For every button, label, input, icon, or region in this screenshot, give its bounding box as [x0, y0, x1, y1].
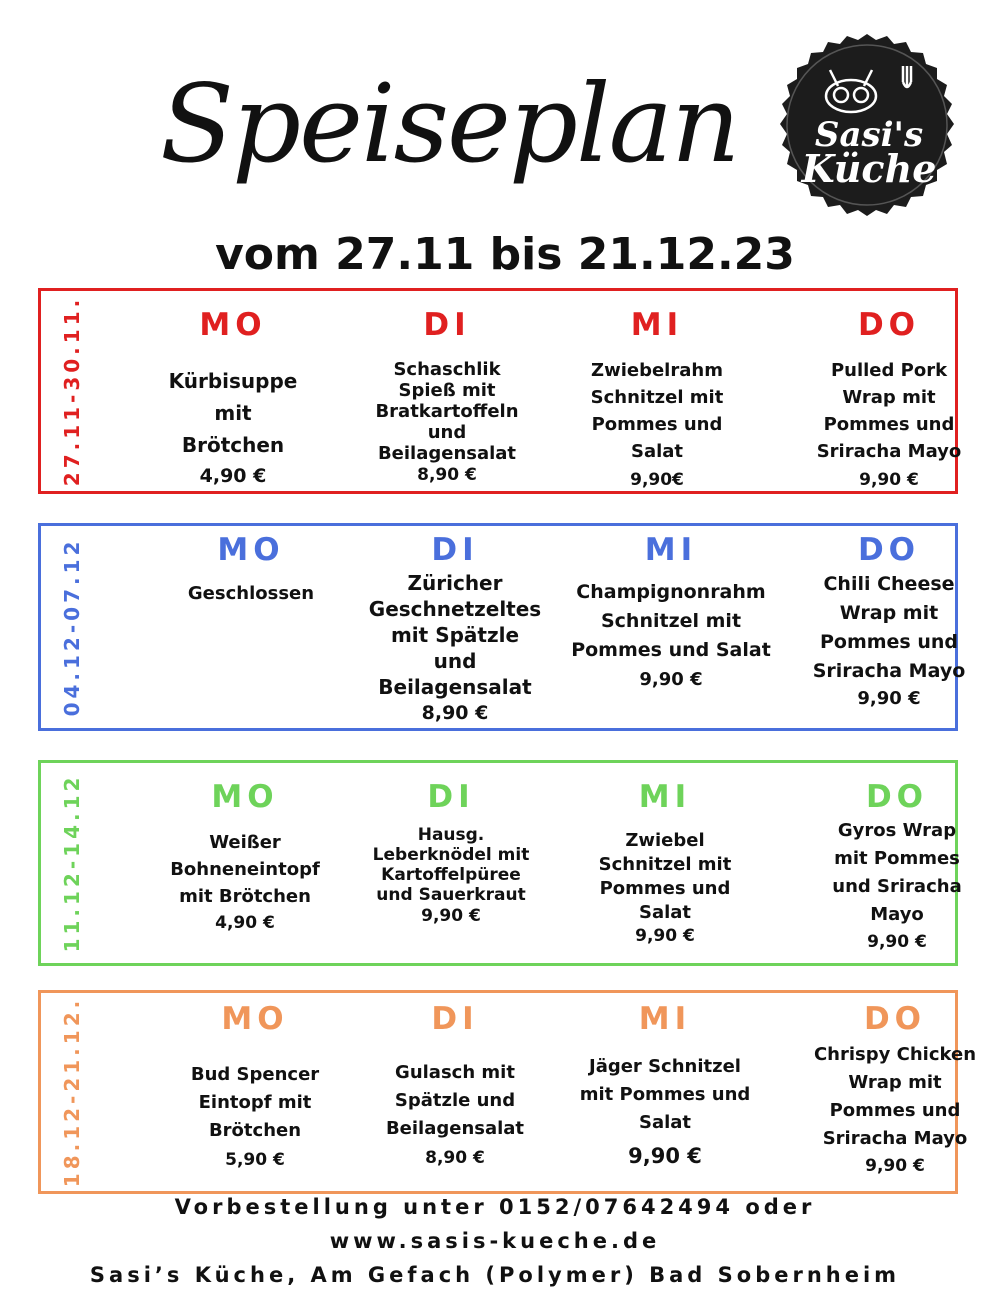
day-thursday	[779, 305, 999, 493]
day-tuesday	[341, 777, 561, 927]
day-name: DI	[427, 779, 475, 815]
week-block-4	[38, 990, 977, 1194]
day-tuesday	[345, 530, 565, 726]
dish-name: Gulasch mit Spätzle und Beilagensalat	[385, 1062, 525, 1139]
dish-price: 9,90€	[630, 470, 684, 490]
day-thursday	[779, 530, 999, 712]
dish-price: 4,90 €	[215, 913, 275, 933]
day-name: MO	[211, 779, 279, 815]
day-monday	[145, 999, 365, 1173]
day-name: MI	[638, 1001, 692, 1037]
dish-name: Champignonrahm Schnitzel mit Pommes und Salat	[571, 581, 771, 661]
day-wednesday	[555, 999, 775, 1171]
dish-price: 8,90 €	[417, 465, 477, 485]
day-name: MI	[630, 307, 684, 343]
day-name: DO	[857, 532, 921, 568]
day-name: MO	[199, 307, 267, 343]
day-name: DO	[865, 779, 929, 815]
dish-name: Jäger Schnitzel mit Pommes und Salat	[579, 1056, 751, 1133]
day-monday	[135, 777, 355, 936]
day-thursday	[785, 999, 1000, 1179]
day-name: DI	[431, 532, 479, 568]
day-thursday	[787, 777, 1000, 955]
day-monday	[141, 530, 361, 607]
dish-name: Schaschlik Spieß mit Bratkartoffeln und Beilagensalat	[375, 359, 519, 464]
dish-name: Zwiebelrahm Schnitzel mit Pommes und Salat	[590, 360, 724, 462]
week-date-range: 18.12-21.12.	[60, 996, 84, 1188]
dish-name: Kürbisuppe mit Brötchen	[168, 369, 298, 457]
day-name: DI	[423, 307, 471, 343]
dish-name: Chrispy Chicken Wrap mit Pommes und Sriracha Mayo	[813, 1044, 977, 1149]
dish-price: 9,90 €	[867, 932, 927, 952]
dish-price: 9,90 €	[857, 688, 921, 709]
week-block-1	[38, 288, 962, 494]
dish-price: 9,90 €	[865, 1156, 925, 1176]
logo-line1: Sasi's	[814, 115, 924, 155]
day-name: DO	[863, 1001, 927, 1037]
dish-name: Züricher Geschnetzeltes mit Spätzle und Beilagensalat	[368, 571, 542, 699]
day-name: DI	[431, 1001, 479, 1037]
footer-address: Sasi’s Küche, Am Gefach (Polymer) Bad Sobernheim	[89, 1263, 901, 1287]
week-date-range: 27.11-30.11.	[60, 295, 84, 487]
dish-price: 8,90 €	[421, 702, 489, 724]
day-wednesday	[555, 777, 775, 947]
dish-name: Gyros Wrap mit Pommes und Sriracha Mayo	[832, 820, 962, 925]
dish-name: Zwiebel Schnitzel mit Pommes und Salat	[598, 830, 732, 923]
dish-name: Hausg. Leberknödel mit Kartoffelpüree und Sauerkraut	[372, 825, 530, 905]
day-monday	[123, 305, 343, 489]
owl-fork-logo-icon	[772, 30, 962, 220]
page-title: Speiseplan	[160, 62, 739, 187]
footer-line-1: Vorbestellung unter 0152/07642494 oder	[174, 1195, 816, 1219]
dish-price: 9,90 €	[421, 906, 481, 926]
day-name: MO	[221, 1001, 289, 1037]
day-tuesday	[337, 305, 557, 486]
dish-name: Pulled Pork Wrap mit Pommes und Sriracha Mayo	[816, 360, 962, 462]
dish-price: 8,90 €	[425, 1148, 485, 1168]
day-name: DO	[857, 307, 921, 343]
dish-name: Bud Spencer Eintopf mit Brötchen	[190, 1064, 320, 1141]
day-wednesday	[547, 305, 767, 493]
week-block-3	[38, 760, 962, 966]
dish-price: 9,90 €	[628, 1144, 702, 1168]
day-name: MO	[217, 532, 285, 568]
dish-price: 9,90 €	[639, 669, 703, 690]
dish-name: Chili Cheese Wrap mit Pommes und Sriracha Mayo	[812, 573, 966, 682]
week-block-2	[38, 523, 966, 731]
dish-price: 9,90 €	[635, 926, 695, 946]
footer-website: www.sasis-kueche.de	[329, 1229, 661, 1253]
week-date-range: 04.12-07.12	[60, 537, 84, 717]
day-tuesday	[345, 999, 565, 1171]
page-subtitle: vom 27.11 bis 21.12.23	[215, 229, 795, 280]
logo-line2: Küche	[801, 146, 937, 191]
dish-name: Weißer Bohneneintopf mit Brötchen	[170, 832, 320, 907]
dish-price: 5,90 €	[225, 1150, 285, 1170]
day-name: MI	[638, 779, 692, 815]
dish-price: 4,90 €	[199, 465, 267, 487]
dish-name: Geschlossen	[187, 583, 315, 604]
day-name: MI	[644, 532, 698, 568]
sasis-kueche-logo	[772, 30, 962, 220]
dish-price: 9,90 €	[859, 470, 919, 490]
day-wednesday	[551, 530, 791, 693]
week-date-range: 11.12-14.12	[60, 773, 84, 953]
